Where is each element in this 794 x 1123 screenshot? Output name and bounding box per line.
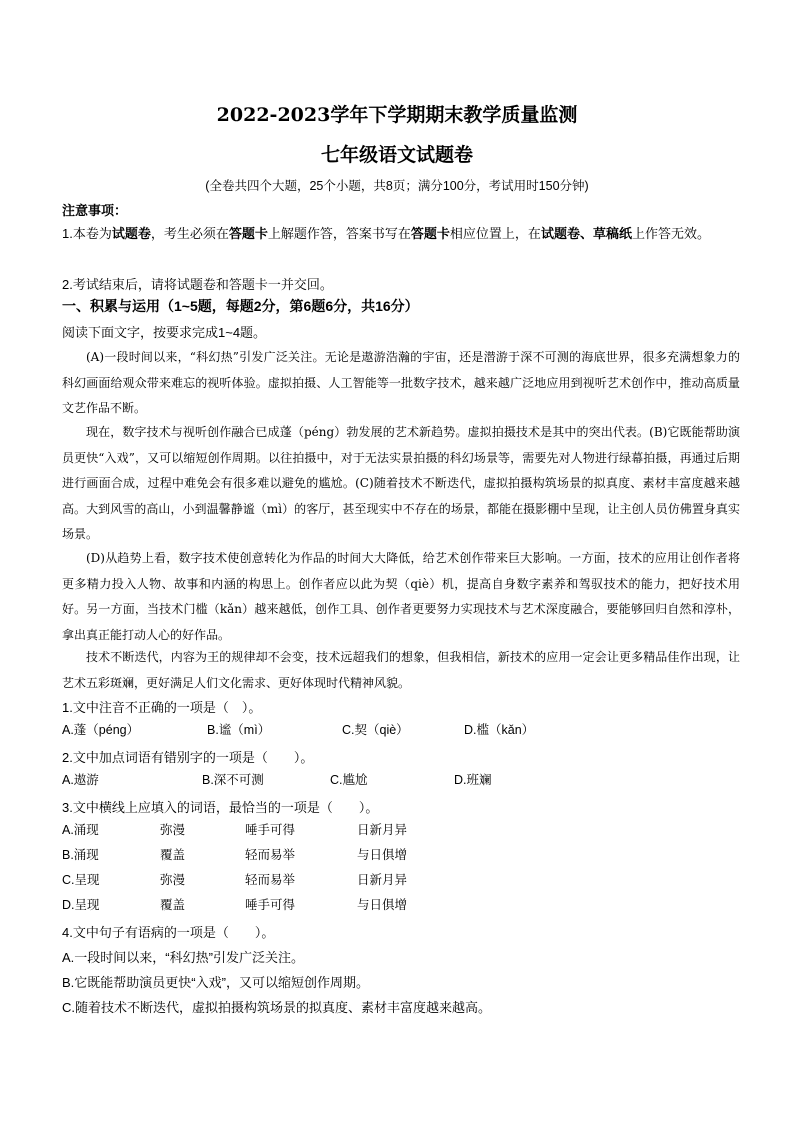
question-4-option-c[interactable]: C.随着技术不断迭代，虚拟拍摄构筑场景的拟真度、素材丰富度越来越高。 [62, 1000, 492, 1015]
option-label: B.涌现 [62, 848, 99, 862]
notice-emphasis: 答题卡 [410, 226, 450, 241]
question-3-option-d[interactable] [62, 895, 740, 920]
option-label: D.呈现 [62, 898, 100, 912]
option-word: 与日俱增 [357, 848, 408, 862]
notice-text: 1.本卷为 [62, 226, 112, 241]
section-1-heading: 一、积累与运用（1~5题，每题2分，第6题6分，共16分） [62, 298, 419, 314]
passage-paragraph-4: 技术不断迭代，内容为王的规律却不会变，技术远超我们的想象，但我相信，新技术的应用一定会让更多精品佳作出现，让艺术五彩斑斓，更好满足人们文化需求、更好体现时代精神风貌。 [62, 650, 740, 690]
option-c[interactable]: C.契（qiè） [342, 723, 409, 737]
notice-text: 上解题作答，答案书写在 [267, 226, 411, 241]
notice-item-2: 2.考试结束后，请将试题卷和答题卡一并交回。 [62, 277, 333, 292]
option-b[interactable]: B.深不可测 [202, 773, 264, 787]
option-word: 日新月异 [357, 823, 408, 837]
option-b[interactable]: B.谧（mì） [207, 723, 271, 737]
option-word: 弥漫 [160, 823, 186, 837]
option-word: 唾手可得 [245, 823, 296, 837]
question-4-stem: 4.文中句子有语病的一项是（ ）。 [62, 925, 275, 940]
question-2-options [62, 770, 740, 795]
question-1-stem: 1.文中注音不正确的一项是（ ）。 [62, 700, 262, 715]
question-3-option-b[interactable] [62, 845, 740, 870]
passage-paragraph-3: (D)从趋势上看，数字技术使创意转化为作品的时间大大降低，给艺术创作带来巨大影响。一方面，技术的应用让创作者将更多精力投入人物、故事和内涵的构思上。创作者应以此为契（qiè）机，提高自身数字素养和驾驭技术的能力，把好技术用好。另一方面，当技术门槛（kǎn）越来越低，创作工具、创作者更要努力实现技术与艺术深度融合，要能够回归自然和淳朴，拿出真正能打动人心的好作品。 [62, 551, 740, 642]
option-word: 与日俱增 [357, 898, 408, 912]
passage-paragraph-1: (A)一段时间以来，“科幻热”引发广泛关注。无论是遨游浩瀚的宇宙，还是潜游于深不可测的海底世界，很多充满想象力的科幻画面给观众带来难忘的视听体验。虚拟拍摄、人工智能等一批数字技术，越来越广泛地应用到视听艺术创作中，推动高质量文艺作品不断。 [62, 350, 740, 415]
option-d[interactable]: D.槛（kǎn） [464, 723, 535, 737]
question-4-option-a[interactable]: A.一段时间以来，“科幻热”引发广泛关注。 [62, 950, 304, 965]
option-word: 轻而易举 [245, 873, 296, 887]
notice-emphasis: 试题卷、草稿纸 [540, 226, 632, 241]
option-word: 轻而易举 [245, 848, 296, 862]
exam-title: 2022-2023学年下学期期末教学质量监测 [216, 104, 578, 126]
question-1-options [62, 720, 740, 745]
question-2-stem: 2.文中加点词语有错别字的一项是（ ）。 [62, 750, 314, 765]
option-label: A.涌现 [62, 823, 99, 837]
exam-info-note: (全卷共四个大题，25个小题，共8页；满分100分，考试用时150分钟) [205, 179, 589, 193]
section-1-instruction: 阅读下面文字，按要求完成1~4题。 [62, 325, 267, 340]
notice-text: 相应位置上，在 [449, 226, 541, 241]
option-word: 弥漫 [160, 873, 186, 887]
question-3-option-c[interactable] [62, 870, 740, 895]
option-word: 覆盖 [160, 898, 186, 912]
option-a[interactable]: A.蓬（péng） [62, 723, 140, 737]
option-word: 唾手可得 [245, 898, 296, 912]
notice-heading: 注意事项： [62, 203, 128, 218]
option-label: C.呈现 [62, 873, 100, 887]
notice-text: 上作答无效。 [631, 226, 710, 241]
notice-emphasis: 试题卷 [111, 226, 151, 241]
option-c[interactable]: C.尴尬 [330, 773, 368, 787]
question-4-option-b[interactable]: B.它既能帮助演员更快“入戏”，又可以缩短创作周期。 [62, 975, 369, 990]
notice-text: ，考生必须在 [150, 226, 229, 241]
option-word: 日新月异 [357, 873, 408, 887]
option-word: 覆盖 [160, 848, 186, 862]
question-3-option-a[interactable] [62, 820, 740, 845]
exam-subtitle: 七年级语文试题卷 [320, 144, 473, 166]
notice-item-1 [62, 221, 740, 246]
notice-emphasis: 答题卡 [228, 226, 268, 241]
passage-paragraph-2: 现在，数字技术与视听创作融合已成蓬（péng）勃发展的艺术新趋势。虚拟拍摄技术是其中的突出代表。(B)它既能帮助演员更快“入戏”，又可以缩短创作周期。以往拍摄中，对于无法实景拍摄的科幻场景等，需要先对人物进行绿幕拍摄，再通过后期进行画面合成，过程中难免会有很多难以避免的尴尬。(C)随着技术不断迭代，虚拟拍摄构筑场景的拟真度、素材丰富度越来越高。大到风雪的高山，小到温馨静谧（mì）的客厅，甚至现实中不存在的场景，都能在摄影棚中呈现，让主创人员仿佛置身真实场景。 [62, 425, 740, 541]
option-a[interactable]: A.遨游 [62, 773, 99, 787]
option-d[interactable]: D.班斓 [454, 773, 492, 787]
question-3-stem: 3.文中横线上应填入的词语，最恰当的一项是（ ）。 [62, 800, 379, 815]
